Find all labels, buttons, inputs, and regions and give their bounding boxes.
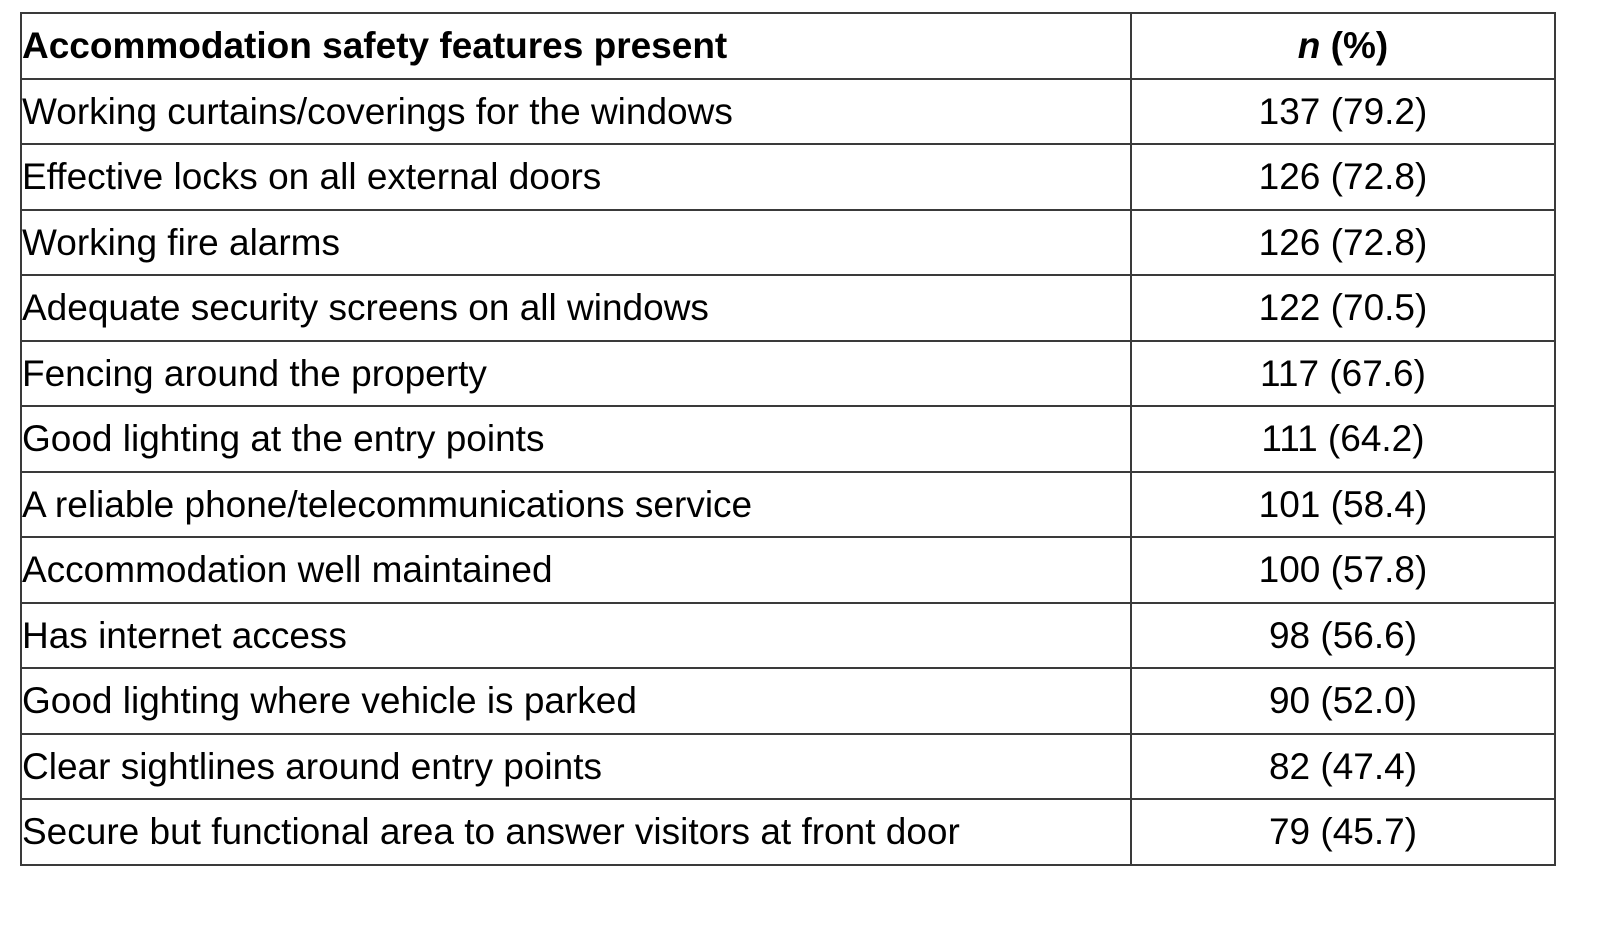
- header-row: [21, 13, 1555, 79]
- feature-cell: Working curtains/coverings for the windows: [21, 79, 1131, 145]
- value-cell: 126 (72.8): [1131, 144, 1555, 210]
- feature-cell: Fencing around the property: [21, 341, 1131, 407]
- table-row: [21, 79, 1555, 145]
- value-cell: 111 (64.2): [1131, 406, 1555, 472]
- table-row: [21, 537, 1555, 603]
- table-row: [21, 406, 1555, 472]
- feature-cell: Clear sightlines around entry points: [21, 734, 1131, 800]
- value-cell: 137 (79.2): [1131, 79, 1555, 145]
- table-row: [21, 799, 1555, 865]
- table-row: [21, 341, 1555, 407]
- table-row: [21, 144, 1555, 210]
- value-cell: 82 (47.4): [1131, 734, 1555, 800]
- feature-cell: Good lighting at the entry points: [21, 406, 1131, 472]
- value-cell: 126 (72.8): [1131, 210, 1555, 276]
- n-symbol: n: [1297, 25, 1321, 67]
- table-row: [21, 472, 1555, 538]
- feature-cell: Working fire alarms: [21, 210, 1131, 276]
- feature-cell: Good lighting where vehicle is parked: [21, 668, 1131, 734]
- table-row: [21, 210, 1555, 276]
- feature-cell: Adequate security screens on all windows: [21, 275, 1131, 341]
- feature-cell: Effective locks on all external doors: [21, 144, 1131, 210]
- value-cell: 90 (52.0): [1131, 668, 1555, 734]
- table-row: [21, 668, 1555, 734]
- value-cell: 79 (45.7): [1131, 799, 1555, 865]
- safety-features-table: [20, 12, 1556, 866]
- count-percent-column-header: [1131, 13, 1555, 79]
- table-row: [21, 603, 1555, 669]
- value-cell: 122 (70.5): [1131, 275, 1555, 341]
- value-cell: 98 (56.6): [1131, 603, 1555, 669]
- value-cell: 117 (67.6): [1131, 341, 1555, 407]
- table-row: [21, 734, 1555, 800]
- percent-label: (%): [1320, 25, 1389, 67]
- value-cell: 100 (57.8): [1131, 537, 1555, 603]
- feature-cell: Has internet access: [21, 603, 1131, 669]
- table-row: [21, 275, 1555, 341]
- feature-cell: Secure but functional area to answer visitors at front door: [21, 799, 1131, 865]
- value-cell: 101 (58.4): [1131, 472, 1555, 538]
- feature-cell: A reliable phone/telecommunications service: [21, 472, 1131, 538]
- feature-cell: Accommodation well maintained: [21, 537, 1131, 603]
- feature-column-header: Accommodation safety features present: [21, 13, 1131, 79]
